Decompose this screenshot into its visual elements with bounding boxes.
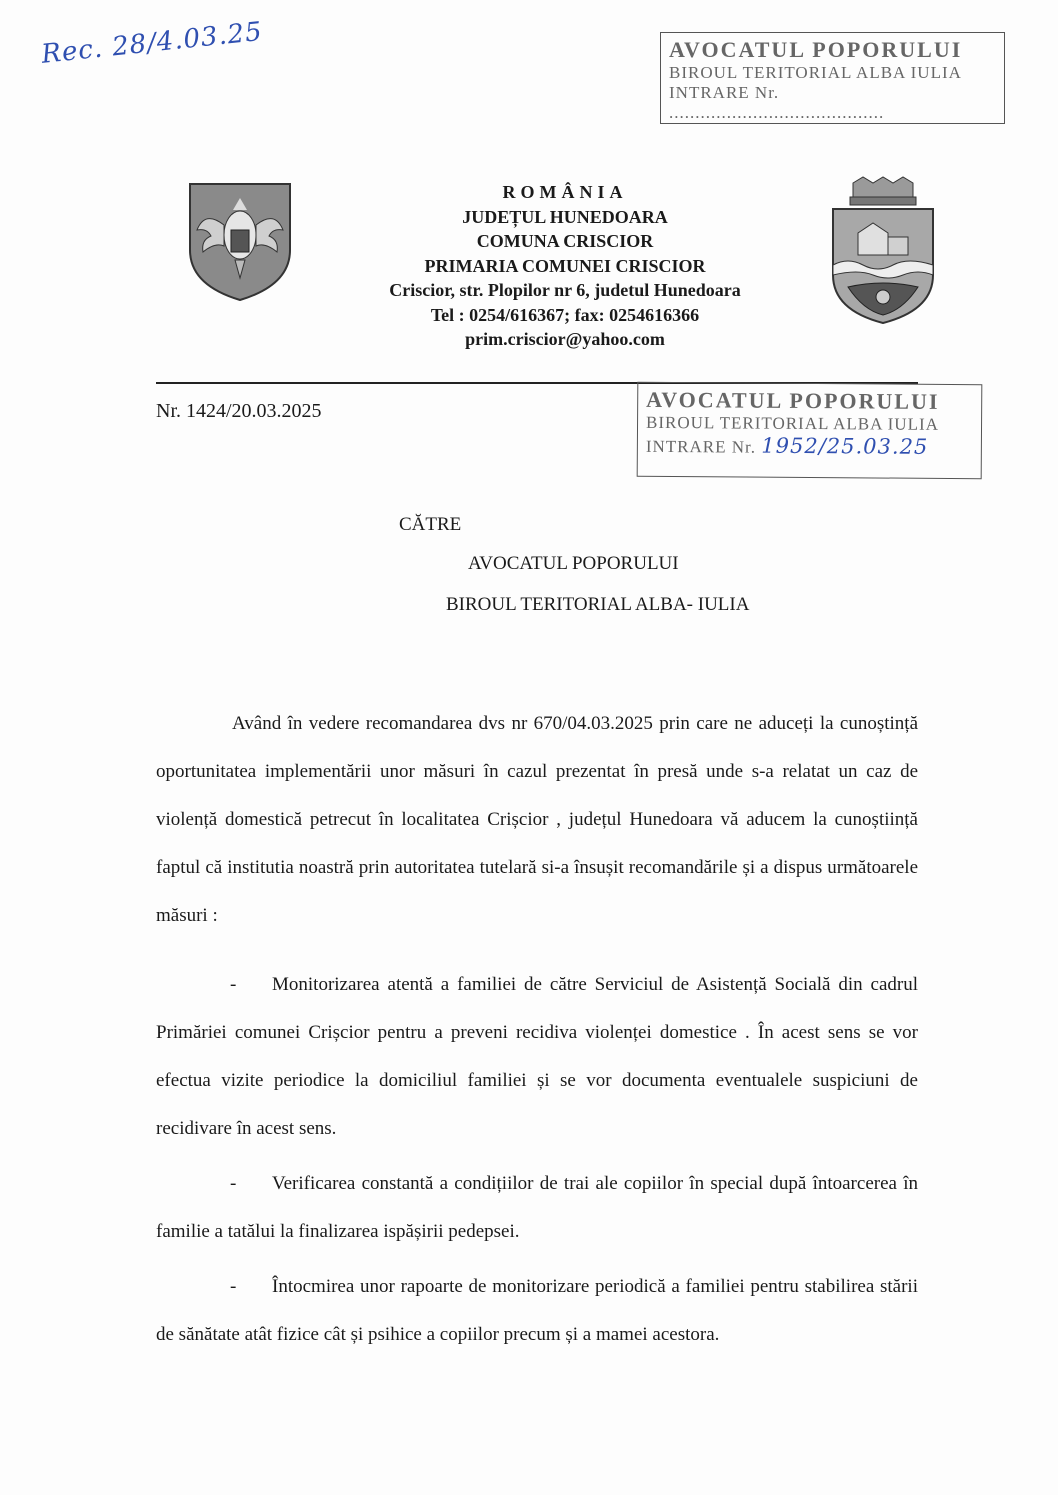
measure-text: Întocmirea unor rapoarte de monitorizare periodică a familiei pentru stabilirea stării de sănătate atât fizice cât și psihice a copiilor precum și a mamei acestora. — [156, 1276, 918, 1345]
stamp-entry-prefix: INTRARE Nr. — [645, 436, 757, 457]
letterhead-country: ROMÂNIA — [502, 182, 628, 202]
letterhead-phone: Tel : 0254/616367; fax: 0254616366 — [430, 304, 700, 325]
stamp-line-office: BIROUL TERITORIAL ALBA IULIA — [669, 63, 962, 82]
measure-item — [156, 1263, 918, 1359]
letterhead-institution: PRIMARIA COMUNEI CRISCIOR — [424, 255, 706, 276]
registration-stamp-top — [660, 32, 1005, 124]
letterhead-address: Criscior, str. Plopilor nr 6, judetul Hunedoara — [389, 280, 741, 300]
bullet-dash: - — [230, 1173, 237, 1194]
handwritten-receipt-note: Rec. 28/4.03.25 — [40, 16, 265, 70]
registration-stamp-entry — [637, 382, 983, 479]
recipient-to: CĂTRE — [399, 514, 462, 535]
romania-coat-of-arms-icon — [185, 180, 295, 302]
letterhead-county: JUDEȚUL HUNEDOARA — [462, 206, 668, 227]
bullet-dash: - — [230, 974, 237, 995]
intro-paragraph: Având în vedere recomandarea dvs nr 670/04.03.2025 prin care ne aduceți la cunoștință oportunitatea implementării unor măsuri în cazul prezentat în presă unde s-a relatat un caz de violență domestică petrecut în localitatea Crișcior , județul Hunedoara vă aducem la cunoștiință faptul că institutia noastră prin autoritatea tutelară si-a însușit recomandările și a dispus următoarele măsuri : — [156, 713, 918, 926]
letter-body — [156, 700, 918, 1359]
letterhead — [330, 180, 800, 352]
measure-text: Monitorizarea atentă a familiei de către Serviciul de Asistență Socială din cadrul Primăriei comunei Crișcior pentru a preveni recidiva violenței domestice . În acest sens se vor efectua vizite periodice la domiciliul familiei și se vor documenta eventualele suspiciuni de recidivare în acest sens. — [156, 974, 918, 1139]
letterhead-email: prim.criscior@yahoo.com — [465, 329, 665, 349]
bullet-dash: - — [230, 1276, 237, 1297]
recipient-line-2: BIROUL TERITORIAL ALBA- IULIA — [446, 594, 750, 615]
measure-text: Verificarea constantă a condițiilor de trai ale copiilor în special după întoarcerea în familie a tatălui la finalizarea ispășirii pedepsei. — [156, 1173, 918, 1242]
measure-item — [156, 1160, 918, 1256]
letterhead-commune: COMUNA CRISCIOR — [476, 231, 654, 251]
stamp-title: AVOCATUL POPORULUI — [646, 386, 940, 414]
stamp-line-office: BIROUL TERITORIAL ALBA IULIA — [645, 412, 940, 434]
commune-coat-of-arms-icon — [828, 175, 938, 325]
document-number: Nr. 1424/20.03.2025 — [156, 400, 322, 422]
recipient-line-1: AVOCATUL POPORULUI — [468, 553, 679, 574]
stamp-entry-handwritten-number: 1952/25.03.25 — [761, 433, 929, 459]
stamp-line-entry — [646, 433, 973, 459]
stamp-title: AVOCATUL POPORULUI — [669, 37, 963, 62]
stamp-line-entry: INTRARE Nr. ......................................... — [669, 83, 885, 122]
measure-item — [156, 961, 918, 1153]
